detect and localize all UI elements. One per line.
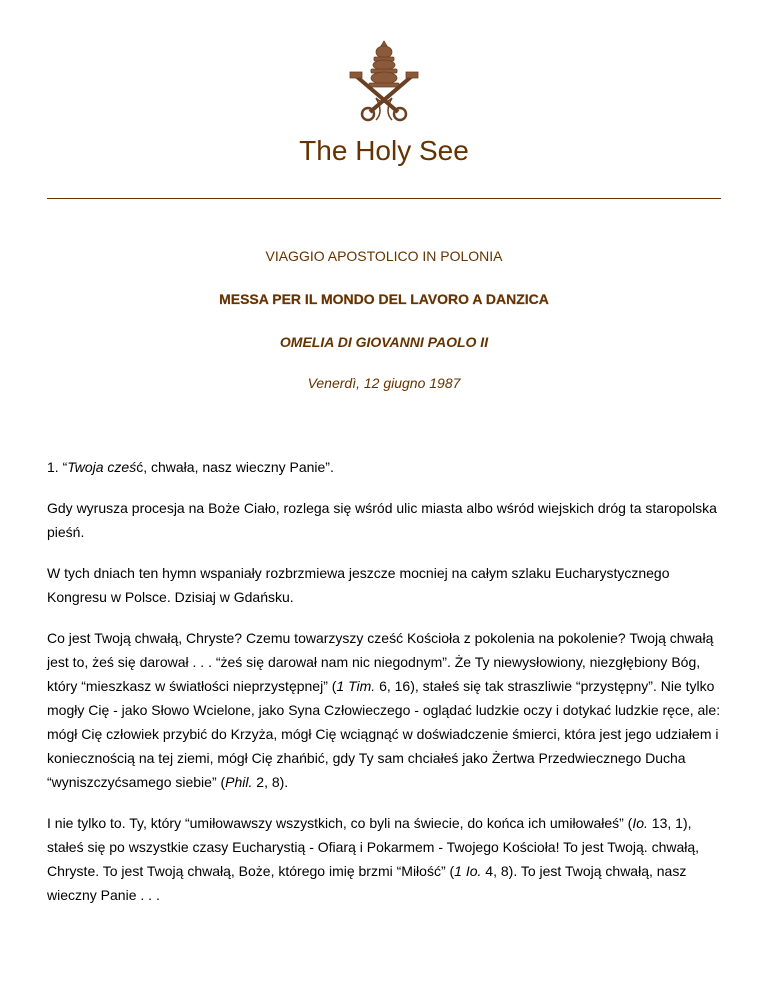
trip-heading: VIAGGIO APOSTOLICO IN POLONIA — [265, 248, 503, 264]
citation: 1 Tim. — [336, 678, 376, 694]
paragraph-4 — [47, 626, 723, 794]
paragraph-3: W tych dniach ten hymn wspaniały rozbrzmiewa jeszcze mocniej na całym szlaku Eucharystycznego Kongresu w Polsce. Dzisiaj w Gdańsku. — [47, 565, 670, 605]
papal-crest-icon — [336, 38, 432, 124]
paragraph-1 — [47, 455, 723, 479]
event-heading — [0, 291, 768, 307]
citation: Phil. — [225, 774, 253, 790]
paragraph-5-text: 13, 1), stałeś się po wszystkie czasy Eucharystią - Ofiarą i Pokarmem - Twojego Kościoła! To jest Twoją. chwałą, Chryste. To jest Twoją chwałą, Boże, którego imię brzmi “Miłość” ( — [47, 815, 700, 879]
paragraph-4-text: 6, 16), stałeś się tak straszliwie “przystępny”. Nie tylko mogły Cię - jako Słowo Wcielone, jako Syna Człowieczego - oglądać ludzkie oczy i dotykać ludzkie ręce, ale: mógł Cię człowiek przybić do Krzyża, mógł Cię wciągnąć w doświadczenie śmierci, która jest jego udziałem i koniecznością na tej ziemi, mógł Cię zhańbić, gdy Ty sam chciałeś jako Żertwa Przedwiecznego Ducha “wyniszczyćsamego siebie” ( — [47, 678, 721, 790]
header-divider — [47, 198, 721, 199]
paragraph-1-text: ć, chwała, nasz wieczny Panie”. — [136, 459, 334, 475]
paragraph-1-italic: Twoja cześ — [67, 459, 137, 475]
paragraph-5-text: I nie tylko to. Ty, który “umiłowawszy wszystkich, co byli na świecie, do końca ich umiłowałeś” ( — [47, 815, 633, 831]
paragraph-1-text: 1. “ — [47, 459, 68, 475]
event-heading-text: MESSA PER IL MONDO DEL LAVORO A DANZICA — [219, 291, 549, 307]
date-heading: Venerdì, 12 giugno 1987 — [307, 375, 461, 391]
site-title[interactable]: The Holy See — [299, 135, 469, 166]
paragraph-2: Gdy wyrusza procesja na Boże Ciało, rozlega się wśród ulic miasta albo wśród wiejskich dróg ta staropolska pieśń. — [47, 500, 717, 540]
paragraph-4-text: 2, 8). — [252, 774, 289, 790]
homily-text — [47, 455, 723, 924]
citation: 1 Io. — [454, 863, 482, 879]
paragraph-5 — [47, 811, 723, 907]
paragraph-4-text: Co jest Twoją chwałą, Chryste? Czemu towarzyszy cześć Kościoła z pokolenia na pokolenie? Twoją chwałą jest to, żeś się darował . . . “żeś się darował nam nic niegodnym”. Że Ty niewysłowiony, niezgłębiony Bóg, który “mieszkasz w światłości nieprzystępnej” ( — [47, 630, 714, 694]
homily-heading: OMELIA DI GIOVANNI PAOLO II — [279, 334, 489, 350]
paragraph-5-text: 4, 8). To jest Twoją chwałą, nasz wieczny Panie . . . — [47, 863, 687, 903]
citation: Io. — [632, 815, 648, 831]
